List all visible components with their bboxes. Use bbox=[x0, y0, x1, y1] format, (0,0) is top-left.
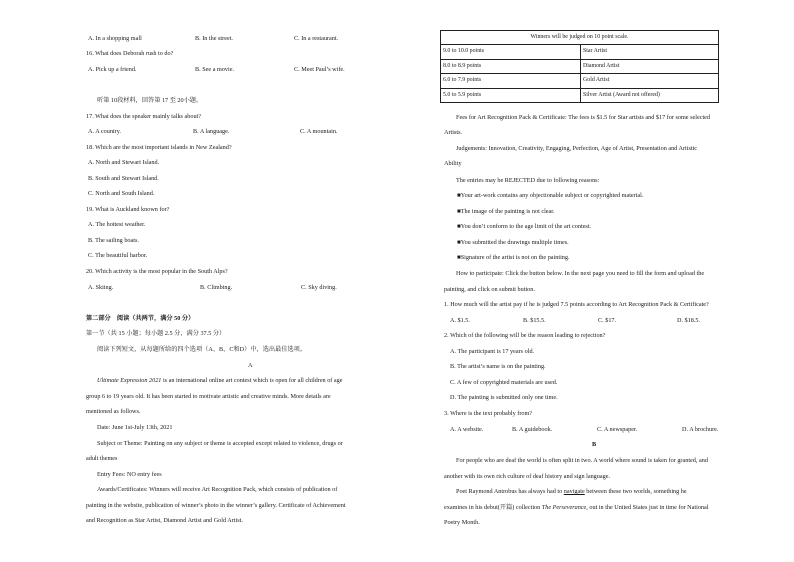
q1-option-b: B. $15.5. bbox=[523, 317, 546, 324]
scoring-table bbox=[440, 30, 719, 103]
q18-option-a: A. North and Stewart Island. bbox=[88, 159, 160, 166]
question-20: 20. Which activity is the most popular in the South Alps? bbox=[86, 268, 228, 275]
question-17: 17. What does the speaker mainly talks about? bbox=[86, 113, 202, 120]
question-18: 18. Which are the most important islands in New Zealand? bbox=[86, 144, 232, 151]
question-2: 2. Which of the following will be the reason leading to rejection? bbox=[444, 332, 606, 339]
how-to-participate-line-1: How to participate: Click the button below. In the next page you need to fill the form and upload the bbox=[456, 270, 705, 277]
passage-b-line-4-end: , out in the United States just in time for National bbox=[586, 504, 709, 511]
table-cell-points: 9.0 to 10.0 points bbox=[441, 45, 581, 59]
q2-option-a: A. The participant is 17 years old. bbox=[450, 348, 535, 355]
q17-option-c: C. A mountain. bbox=[300, 128, 338, 135]
q2-option-d: D. The painting is submitted only one time. bbox=[450, 394, 558, 401]
passage-a-line-1 bbox=[97, 377, 385, 385]
passage-b-line-3-end: between these two worlds, something he bbox=[584, 488, 687, 495]
q15-option-c: C. In a restaurant. bbox=[294, 35, 339, 42]
q1-option-a: A. $1.5. bbox=[450, 317, 470, 324]
passage-b-line-3-start: Poet Raymond Antrobus has always had to bbox=[456, 488, 564, 495]
passage-b-line-2: another with its own rich culture of deaf history and sign language. bbox=[444, 473, 610, 480]
table-cell-title: Silver Artist (Award not offered) bbox=[581, 88, 719, 102]
passage-a-line-3: mentioned as follows. bbox=[86, 408, 141, 415]
book-title: The Perseverance bbox=[541, 504, 587, 511]
q19-option-a: A. The hottest weather. bbox=[88, 221, 146, 228]
q15-option-b: B. In the street. bbox=[195, 35, 233, 42]
reading-instruction: 阅读下列短文，从每题所给的四个选项（A、B、C和D）中，选出最佳选项。 bbox=[97, 346, 307, 353]
subject-theme-line-2: adult themes bbox=[86, 455, 118, 462]
fees-line-2: Artists. bbox=[444, 129, 463, 136]
q3-option-c: C. A newspaper. bbox=[597, 426, 638, 433]
table-row bbox=[441, 45, 719, 59]
how-to-participate-line-2: painting, and click on submit button. bbox=[444, 286, 535, 293]
q16-option-c: C. Meet Paul’s wife. bbox=[294, 66, 345, 73]
rejection-reason: ■The image of the painting is not clear. bbox=[457, 208, 555, 215]
passage-a-line-2: group 6 to 19 years old. It has been started to motivate artistic and creative minds. More details are bbox=[86, 393, 331, 400]
q18-option-b: B. South and Stewart Island. bbox=[88, 175, 159, 182]
q2-option-b: B. The artist’s name is on the painting. bbox=[450, 363, 546, 370]
q17-option-b: B. A language. bbox=[193, 128, 230, 135]
table-cell-points: 5.0 to 5.9 points bbox=[441, 88, 581, 102]
q20-option-a: A. Skiing. bbox=[88, 284, 114, 291]
contest-date: Date: June 1st-July 13th, 2021 bbox=[97, 424, 173, 431]
q16-option-b: B. See a movie. bbox=[195, 66, 235, 73]
table-header-row bbox=[441, 31, 719, 45]
q20-option-c: C. Sky diving. bbox=[301, 284, 337, 291]
section-one-heading: 第一节（共 15 小题；每小题 2.5 分，满分 37.5 分） bbox=[86, 330, 226, 337]
awards-line-2: painting in the website, publication of winner’s photo in the winner’s gallery. Certificate of Achievement bbox=[86, 502, 346, 509]
q16-option-a: A. Pick up a friend. bbox=[88, 66, 137, 73]
passage-a-label: A bbox=[248, 362, 253, 369]
passage-b-line-5: Poetry Month. bbox=[444, 519, 480, 526]
q1-option-c: C. $17. bbox=[598, 317, 617, 324]
fees-line-1: Fees for Art Recognition Pack & Certificate: The fees is $1.5 for Star artists and $17 for some selected bbox=[456, 114, 711, 121]
judgements-line-2: Ability bbox=[444, 160, 462, 167]
rejection-reason: ■Your art-work contains any objectionable subject or copyrighted material. bbox=[457, 192, 644, 199]
question-16: 16. What does Deborah rush to do? bbox=[86, 50, 174, 57]
table-cell-title: Diamond Artist bbox=[581, 59, 719, 73]
q17-option-a: A. A country. bbox=[88, 128, 121, 135]
passage-a-line-1-rest: is an international online art contest which is open for all children of age bbox=[161, 377, 343, 384]
table-row bbox=[441, 88, 719, 102]
q15-option-a: A. In a shopping mall bbox=[88, 35, 142, 42]
passage-b-line-4 bbox=[444, 504, 708, 512]
q3-option-a: A. A website. bbox=[450, 426, 484, 433]
passage-b-line-4-start: examines in his debut(开篇) collection bbox=[444, 504, 542, 511]
question-1: 1. How much will the artist pay if he is judged 7.5 points according to Art Recognition Pack & Certificate? bbox=[444, 301, 709, 308]
contest-name: Ultimate Expression 2021 bbox=[97, 377, 162, 384]
subject-theme-line-1: Subject or Theme: Painting on any subject or theme is accepted except related to violence, drugs or bbox=[97, 440, 343, 447]
passage-b-label: B bbox=[592, 441, 597, 448]
q18-option-c: C. North and South Island. bbox=[88, 190, 155, 197]
awards-line-3: and Recognition as Star Artist, Diamond Artist and Gold Artist. bbox=[86, 517, 243, 524]
q2-option-c: C. A few of copyrighted materials are used. bbox=[450, 379, 558, 386]
awards-line-1: Awards/Certificates: Winners will receive Art Recognition Pack, which consists of publication of bbox=[97, 486, 338, 493]
rejection-reason: ■You don’t conform to the age limit of the art contest. bbox=[457, 223, 592, 230]
passage-b-line-3 bbox=[456, 488, 687, 496]
q3-option-d: D. A brochure. bbox=[682, 426, 719, 433]
q19-option-b: B. The sailing boats. bbox=[88, 237, 139, 244]
listening-instruction: 听第 10段材料，回答第 17 至 20小题。 bbox=[97, 97, 203, 104]
underlined-word: navigate bbox=[563, 488, 585, 495]
table-cell-points: 6.0 to 7.9 points bbox=[441, 74, 581, 88]
table-cell-title: Gold Artist bbox=[581, 74, 719, 88]
q3-option-b: B. A guidebook. bbox=[512, 426, 553, 433]
passage-b-line-1: For people who are deaf the world is often split in two. A world where sound is taken for granted, and bbox=[456, 457, 708, 464]
q20-option-b: B. Climbing. bbox=[200, 284, 233, 291]
rejection-intro: The entries may be REJECTED due to following reasons: bbox=[456, 177, 600, 184]
question-3: 3. Where is the text probably from? bbox=[444, 410, 533, 417]
rejection-reason: ■You submitted the drawings multiple times. bbox=[457, 239, 569, 246]
table-row bbox=[441, 74, 719, 88]
part-two-heading: 第二部分 阅读（共两节，满分 50 分） bbox=[86, 315, 195, 322]
judgements-line-1: Judgements: Innovation, Creativity, Engaging, Perfection, Age of Artist, Presentation and Artistic bbox=[456, 145, 698, 152]
entry-fees: Entry Fees: NO entry fees bbox=[97, 471, 162, 478]
table-row bbox=[441, 59, 719, 73]
q19-option-c: C. The beautiful harbor. bbox=[88, 252, 148, 259]
table-header: Winners will be judged on 10 point scale. bbox=[441, 31, 719, 45]
question-19: 19. What is Auckland known for? bbox=[86, 206, 170, 213]
table-cell-title: Star Artist bbox=[581, 45, 719, 59]
table-cell-points: 8.0 to 8.9 points bbox=[441, 59, 581, 73]
q1-option-d: D. $18.5. bbox=[677, 317, 701, 324]
rejection-reason: ■Signature of the artist is not on the painting. bbox=[457, 254, 570, 261]
